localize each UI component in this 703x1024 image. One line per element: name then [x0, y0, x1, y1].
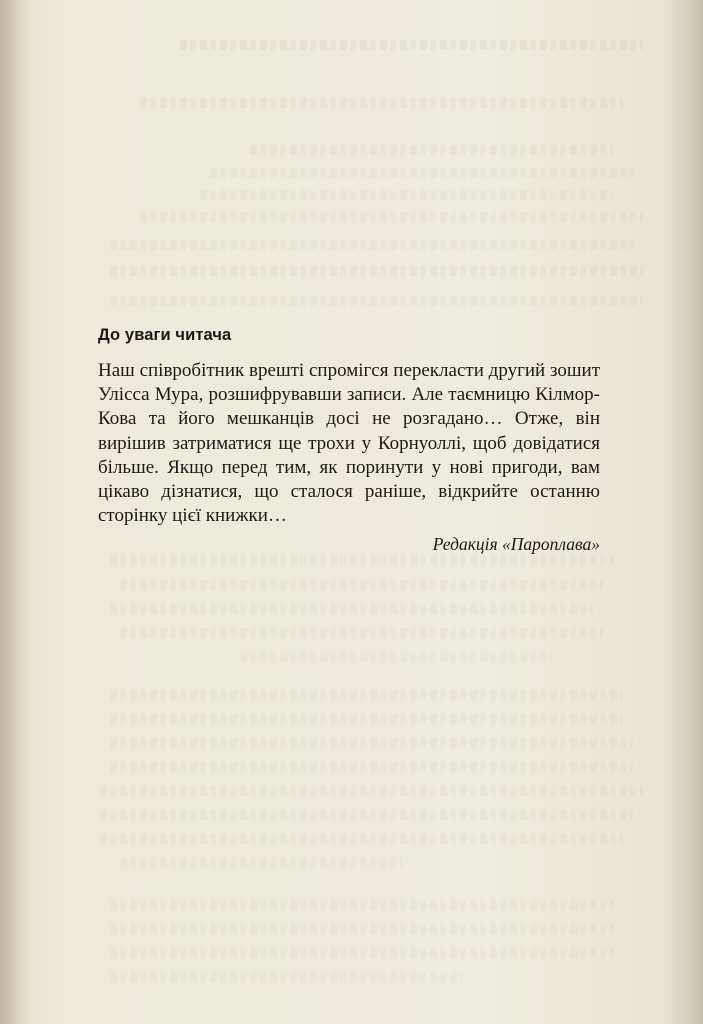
reader-notice: [98, 326, 600, 555]
notice-body-text: Наш співробітник врешті спромігся перекласти другий зошит Улісса Мура, розшифрувавши записи. Але таємницю Кілмор-Кова та його мешканців досі не розгадано… Отже, він вирішив затриматися ще трохи у Корнуоллі, щоб довідатися більше. Якщо перед тим, як поринути у нові пригоди, вам цікаво дізнатися, що сталося раніше, відкрийте останню сторінку цієї книжки…: [98, 360, 600, 527]
page-edge-shadow: [663, 0, 703, 1024]
notice-signature: Редакція «Пароплава»: [432, 534, 600, 555]
page-gutter-shadow: [0, 0, 30, 1024]
notice-heading: До уваги читача: [98, 326, 232, 344]
